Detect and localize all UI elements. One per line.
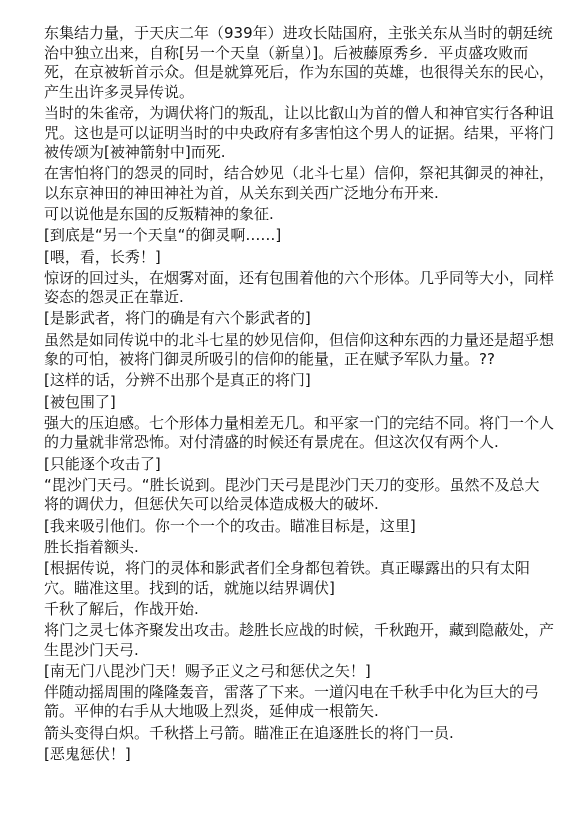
narration-paragraph: 伴随动摇周围的隆隆轰音，雷落了下来。一道闪电在千秋手中化为巨大的弓箭。平伸的右手从大地吸上烈炎，延伸成一根箭矢. — [44, 682, 540, 721]
narration-paragraph: 箭头变得白炽。千秋搭上弓箭。瞄准正在追逐胜长的将门一员. — [44, 723, 454, 742]
dialogue-line: [被包围了] — [44, 392, 116, 411]
narration-paragraph: 虽然是如同传说中的北斗七星的妙见信仰，但信仰这种东西的力量还是超乎想象的可怕，被将门御灵所吸引的信仰的能量，正在赋予军队力量。?? — [44, 330, 555, 369]
dialogue-line: [南无门八毘沙门天！赐予正义之弓和惩伏之矢！] — [44, 661, 371, 680]
dialogue-line: [到底是“另一个天皇“的御灵啊……] — [44, 226, 282, 245]
narration-paragraph: “毘沙门天弓。“胜长说到。毘沙门天弓是毘沙门天刀的变形。虽然不及总大将的调伏力，但惩伏矢可以给灵体造成极大的破坏. — [44, 475, 540, 514]
dialogue-line: [这样的话，分辨不出那个是真正的将门] — [44, 371, 311, 390]
narration-paragraph: 将门之灵七体齐聚发出攻击。趁胜长应战的时候，千秋跑开，藏到隐蔽处，产生毘沙门天弓. — [44, 620, 555, 659]
paragraph-intro-continued: 东集结力量，于天庆二年（939年）进攻长陆国府，主张关东从当时的朝廷统治中独立出来，自称[另一个天皇（新皇）]。后被藤原秀乡．平贞盛攻败而死，在京被斩首示众。但是就算死后，作为东国的英雄，也很得关东的民心，产生出许多灵异传说。 — [44, 24, 555, 101]
narration-paragraph: 强大的压迫感。七个形体力量相差无几。和平家一门的完结不同。将门一个人的力量就非常恐怖。对付清盛的时候还有景虎在。但这次仅有两个人. — [44, 413, 555, 452]
narration-paragraph: 千秋了解后，作战开始. — [44, 599, 199, 618]
dialogue-line: [根据传说，将门的灵体和影武者们全身都包着铁。真正曝露出的只有太阳穴。瞄准这里。找到的话，就施以结界调伏] — [44, 558, 530, 597]
paragraph-suzaku-emperor: 当时的朱雀帝，为调伏将门的叛乱，让以比叡山为首的僧人和神官实行各种诅咒。这也是可以证明当时的中央政府有多害怕这个男人的证据。结果，平将门被传颂为[被神箭射中]而死. — [44, 103, 555, 162]
paragraph-myoken-faith: 在害怕将门的怨灵的同时，结合妙见（北斗七星）信仰，祭祀其御灵的神社，以东京神田的神田神社为首，从关东到关西广泛地分布开来. — [44, 164, 555, 202]
dialogue-line: [喂，看，长秀！] — [44, 247, 161, 266]
dialogue-line: [只能逐个攻击了] — [44, 454, 161, 473]
dialogue-line: [恶鬼惩伏！] — [44, 744, 131, 763]
narration-paragraph: 惊讶的回过头，在烟雾对面，还有包围着他的六个形体。几乎同等大小，同样姿态的怨灵正在靠近. — [44, 268, 555, 307]
dialogue-line: [是影武者，将门的确是有六个影武者的] — [44, 309, 311, 328]
paragraph-rebel-symbol: 可以说他是东国的反叛精神的象征. — [44, 205, 274, 224]
dialogue-line: [我来吸引他们。你一个一个的攻击。瞄准目标是，这里] — [44, 516, 416, 535]
narration-paragraph: 胜长指着额头. — [44, 537, 139, 556]
document-body — [44, 24, 554, 766]
